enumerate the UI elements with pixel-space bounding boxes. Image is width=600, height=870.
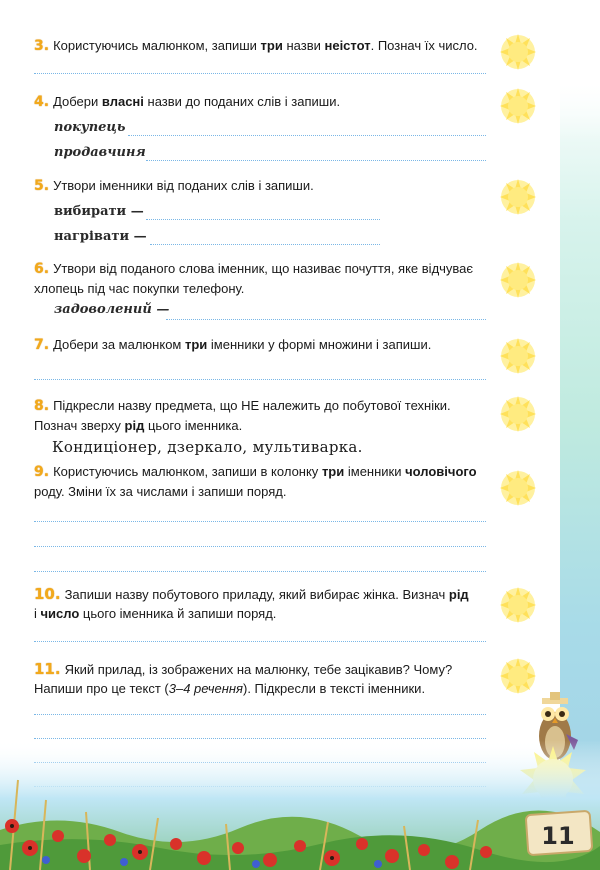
task-6-text: 6. Утвори від поданого слова іменник, що називає почуття, яке відчуває хлопець під час покупки телефону. <box>34 261 474 296</box>
sun-icon <box>498 468 538 508</box>
word-zadovolenyi: задоволений — <box>54 302 170 317</box>
task-9-number: 9. <box>34 464 50 480</box>
answer-line[interactable] <box>146 218 380 220</box>
word-vybyraty: вибирати — <box>54 204 144 219</box>
sun-icon <box>498 336 538 376</box>
answer-line[interactable] <box>146 159 486 161</box>
task-10-number: 10. <box>34 585 61 603</box>
answer-line[interactable] <box>34 640 486 642</box>
task-10-text: 10. Запиши назву побутового приладу, який вибирає жінка. Визнач рід і число цього іменника й запиши поряд. <box>34 585 469 621</box>
task-8-sentence: Кондиціонер, дзеркало, мультиварка. <box>52 438 363 456</box>
answer-line[interactable] <box>34 737 486 739</box>
task-8-text: 8. Підкресли назву предмета, що НЕ належить до побутової техніки. Познач зверху рід цього іменника. <box>34 398 451 433</box>
sun-icon <box>498 585 538 625</box>
word-prodavchynia: продавчиня <box>54 145 146 160</box>
task-3-text: 3. Користуючись малюнком, запиши три назви неістот. Познач їх число. <box>34 38 478 54</box>
task-4-text: 4. Добери власні назви до поданих слів і запиши. <box>34 94 341 110</box>
answer-line[interactable] <box>34 713 486 715</box>
sun-icon <box>498 86 538 126</box>
task-4-number: 4. <box>34 94 50 110</box>
sun-icon <box>498 394 538 434</box>
sun-icon <box>498 32 538 72</box>
page-number: 11 <box>541 822 575 850</box>
task-6-number: 6. <box>34 261 50 277</box>
task-5-text: 5. Утвори іменники від поданих слів і запиши. <box>34 178 314 194</box>
meadow-illustration <box>0 740 600 870</box>
task-5-number: 5. <box>34 178 50 194</box>
answer-line[interactable] <box>34 520 486 522</box>
answer-line[interactable] <box>128 134 486 136</box>
answer-line[interactable] <box>34 545 486 547</box>
sun-icon <box>498 260 538 300</box>
task-7-number: 7. <box>34 337 50 353</box>
task-8-number: 8. <box>34 398 50 414</box>
task-7-text: 7. Добери за малюнком три іменники у формі множини і запиши. <box>34 337 432 353</box>
task-11-number: 11. <box>34 660 61 678</box>
answer-line[interactable] <box>34 570 486 572</box>
answer-line[interactable] <box>166 318 486 320</box>
answer-line[interactable] <box>150 243 380 245</box>
sun-icon <box>498 177 538 217</box>
task-11-text: 11. Який прилад, із зображених на малюнку, тебе зацікавив? Чому? Напиши про це текст (3–4 речення). Підкресли в тексті іменники. <box>34 660 453 696</box>
word-pokupets: покупець <box>54 120 126 135</box>
task-3-number: 3. <box>34 38 50 54</box>
answer-line[interactable] <box>34 378 486 380</box>
answer-line[interactable] <box>34 72 486 74</box>
task-9-text: 9. Користуючись малюнком, запиши в колонку три іменники чоловічого роду. Зміни їх за числами і запиши поряд. <box>34 464 477 499</box>
word-nahrivaty: нагрівати — <box>54 229 147 244</box>
